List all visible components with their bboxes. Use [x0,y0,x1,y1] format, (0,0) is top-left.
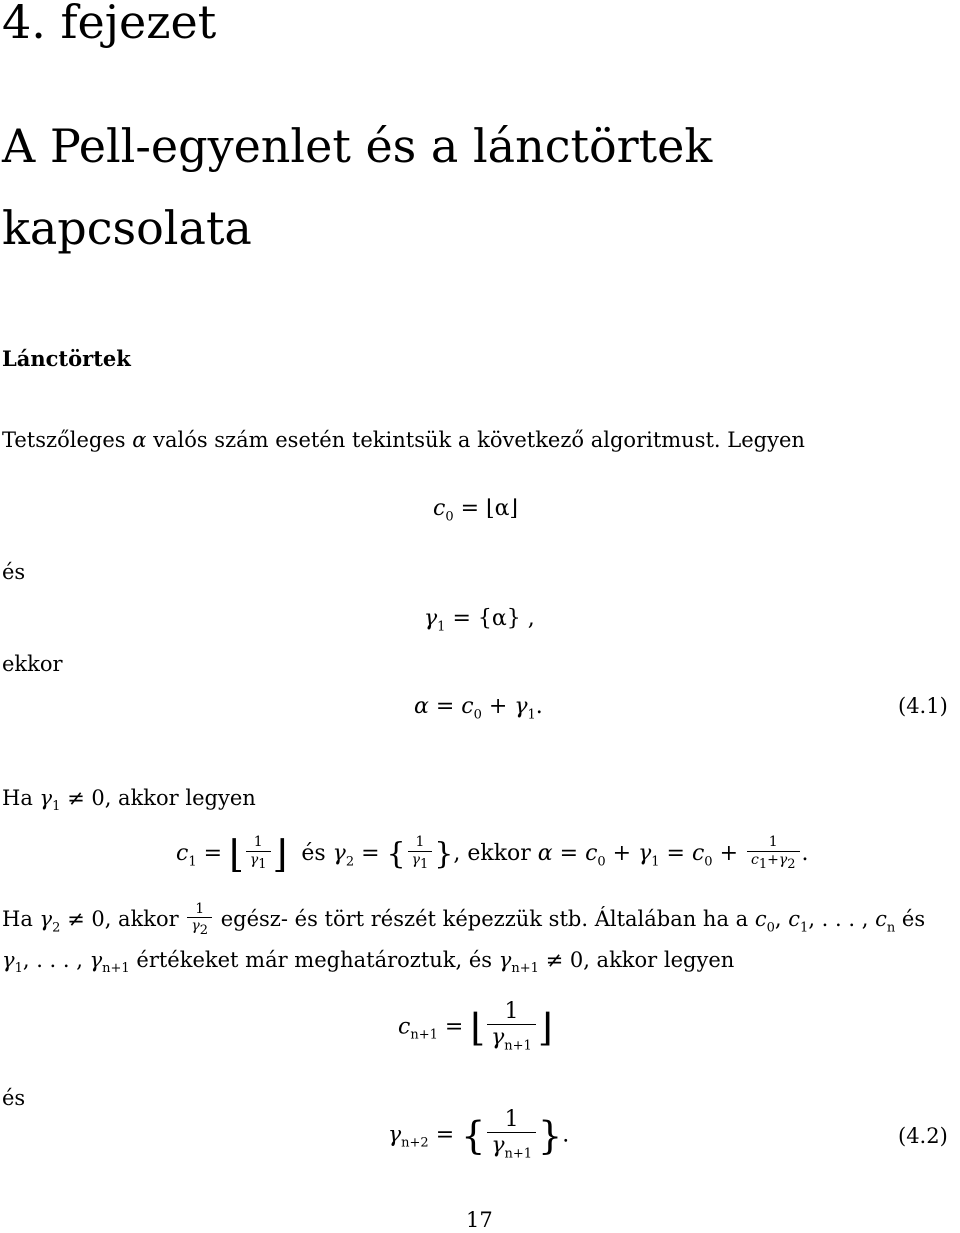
equation-c0: $c_0$ = ⌊α⌋ [433,496,519,525]
connector-es-1: és [2,560,26,584]
connector-ekkor: ekkor [2,652,63,676]
connector-es-2: és [2,1086,26,1110]
equation-label-4-2: (4.2) [898,1124,948,1148]
fraction-1-over-gamma1: $\frac{1}{\gamma_1}$ [246,835,271,872]
paragraph-ha-gamma2: Ha $\gamma_2 \ne 0$, akkor $\frac{1}{\gamma_2}$ egész- és tört részét képezzük stb. Általában ha a $c_0$, $c_1$, . . . , $c_n$ és [2,901,926,939]
section-heading: Lánctörtek [2,346,131,371]
equation-gamma1: $\gamma_1 = \{\alpha\}$ , [424,606,535,635]
paragraph-ha-gamma1: Ha $\gamma_1 \ne 0$, akkor legyen [2,786,256,815]
equation-4-2: $\gamma_{n+2}$ = { $\frac{1}{\gamma_{n+1}}$ }. [388,1107,570,1162]
equation-row-c1-gamma2: $c_1$ = ⌊ $\frac{1}{\gamma_1}$ ⌋ és $\gamma_2$ = { $\frac{1}{\gamma_1}$ }, ekkor $\alpha = c_0 + \gamma_1 = c_0$ + $\frac{1}{c_1+\gamma_2}$ . [176,832,809,876]
intro-paragraph: Tetszőleges α valós szám esetén tekintsük a következő algoritmust. Legyen [2,428,805,452]
fraction-1-over-gamma2: $\frac{1}{\gamma_2}$ [187,902,212,939]
fraction-1-over-gamma-n-plus-1-b: $\frac{1}{\gamma_{n+1}}$ [487,1108,536,1163]
equation-4-1: $\alpha = c_0 + \gamma_1$. [414,694,543,723]
chapter-title-line1: A Pell-egyenlet és a lánctörtek [2,119,713,173]
paragraph-line-gamma-seq: $\gamma_1$, . . . , $\gamma_{n+1}$ értékeket már meghatároztuk, és $\gamma_{n+1} \ne 0$, akkor legyen [2,948,735,977]
equation-label-4-1: (4.1) [898,694,948,718]
fraction-1-over-c1-plus-gamma2: $\frac{1}{c_1+\gamma_2}$ [747,835,800,872]
fraction-1-over-gamma1-b: $\frac{1}{\gamma_1}$ [408,835,433,872]
fraction-1-over-gamma-n-plus-1: $\frac{1}{\gamma_{n+1}}$ [487,1000,536,1055]
page-number: 17 [466,1208,493,1232]
chapter-title-line2: kapcsolata [2,201,252,255]
equation-c-n-plus-1: $c_{n+1}$ = ⌊ $\frac{1}{\gamma_{n+1}}$ ⌋ [398,999,553,1054]
chapter-heading: 4. fejezet [2,0,217,49]
